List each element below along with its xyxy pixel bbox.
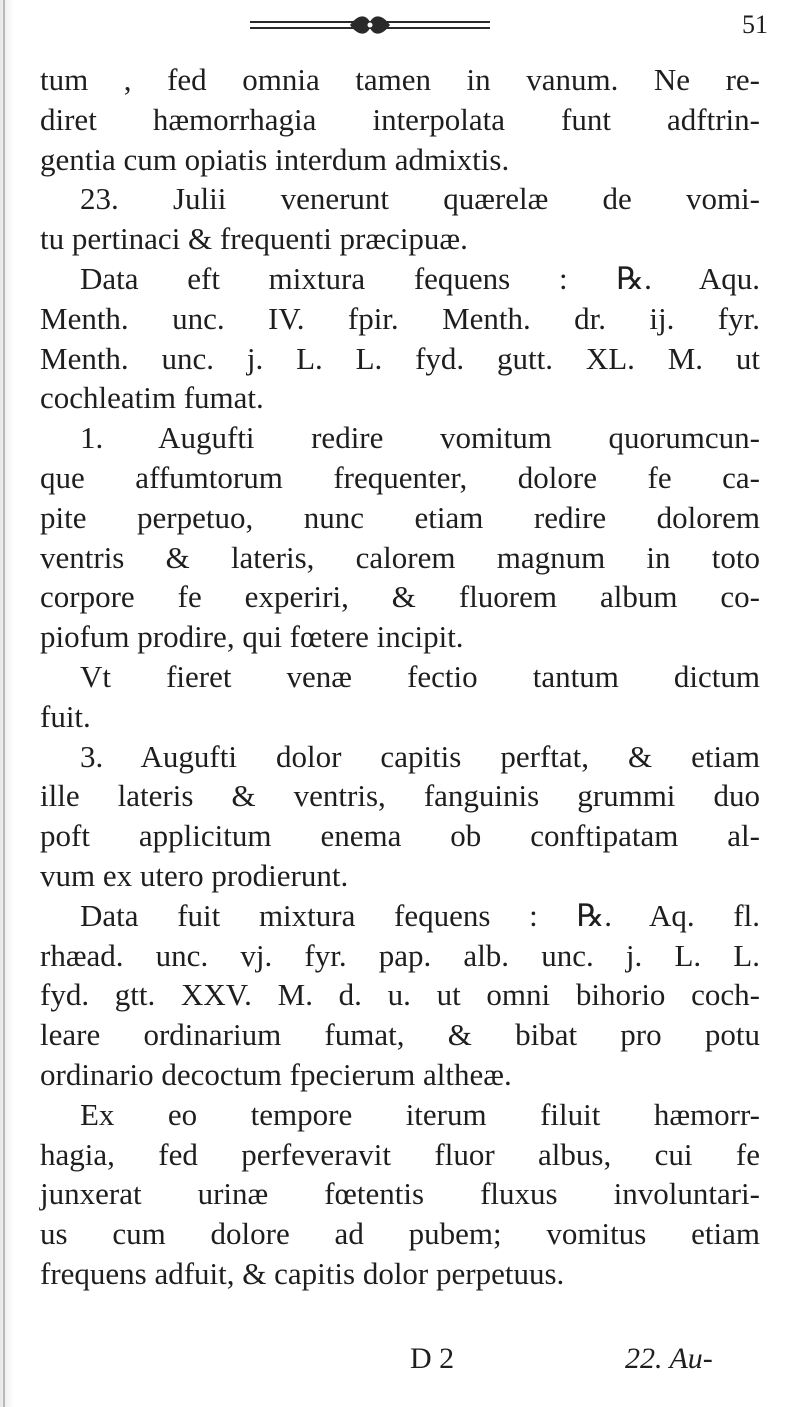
text-line: 1. Augufti redire vomitum quorumcun- <box>80 420 760 456</box>
text-line: vum ex utero prodierunt. <box>40 857 349 893</box>
text-line: ordinario decoctum fpecierum altheæ. <box>40 1056 512 1092</box>
body-text <box>40 60 760 1294</box>
binding-gutter <box>0 0 14 1407</box>
text-line: Data fuit mixtura fequens : ℞. Aq. fl. <box>80 897 760 933</box>
text-line: tum , fed omnia tamen in vanum. Ne re- <box>40 62 760 97</box>
text-line: fyd. gtt. XXV. M. d. u. ut omni bihorio coch- <box>40 977 760 1013</box>
catchword-text: 22. Au- <box>625 1342 713 1375</box>
text-line: 23. Julii venerunt quærelæ de vomi- <box>80 181 760 217</box>
text-line: hagia, fed perfeveravit fluor albus, cui fe <box>40 1136 760 1172</box>
text-line: 3. Augufti dolor capitis perftat, & etiam <box>80 738 760 774</box>
text-line: junxerat urinæ fœtentis fluxus involuntari- <box>40 1176 760 1212</box>
text-line: fuit. <box>40 698 91 734</box>
text-line: rhæad. unc. vj. fyr. pap. alb. unc. j. L. L. <box>40 937 760 973</box>
page-number: 51 <box>742 10 768 39</box>
text-line: leare ordinarium fumat, & bibat pro potu <box>40 1017 760 1053</box>
text-line: ventris & lateris, calorem magnum in toto <box>40 539 760 575</box>
text-line: que affumtorum frequenter, dolore fe ca- <box>40 459 760 495</box>
header-ornament <box>250 14 490 36</box>
text-line: Ex eo tempore iterum filuit hæmorr- <box>80 1096 760 1132</box>
page-footer <box>0 1342 800 1382</box>
text-line: cochleatim fumat. <box>40 380 264 416</box>
text-line: Menth. unc. IV. fpir. Menth. dr. ij. fyr. <box>40 300 760 336</box>
text-line: diret hæmorrhagia interpolata funt adftrin- <box>40 101 760 137</box>
text-line: ille lateris & ventris, fanguinis grummi duo <box>40 778 760 814</box>
text-line: tu pertinaci & frequenti præcipuæ. <box>40 221 468 257</box>
page-header <box>0 8 800 48</box>
text-line: frequens adfuit, & capitis dolor perpetuus. <box>40 1255 565 1291</box>
text-line: Vt fieret venæ fectio tantum dictum <box>80 658 760 694</box>
catchword <box>625 1342 713 1376</box>
text-line: piofum prodire, qui fœtere incipit. <box>40 619 464 655</box>
text-line: pite perpetuo, nunc etiam redire dolorem <box>40 499 760 535</box>
binding-edge-line <box>3 0 5 1407</box>
text-line: gentia cum opiatis interdum admixtis. <box>40 141 510 177</box>
text-line: Data eft mixtura fequens : ℞. Aqu. <box>80 260 760 296</box>
text-line: us cum dolore ad pubem; vomitus etiam <box>40 1216 760 1252</box>
text-line: poft applicitum enema ob conftipatam al- <box>40 818 760 854</box>
signature-mark: D 2 <box>410 1342 455 1375</box>
text-line: Menth. unc. j. L. L. fyd. gutt. XL. M. ut <box>40 340 760 376</box>
text-line: corpore fe experiri, & fluorem album co- <box>40 579 760 615</box>
